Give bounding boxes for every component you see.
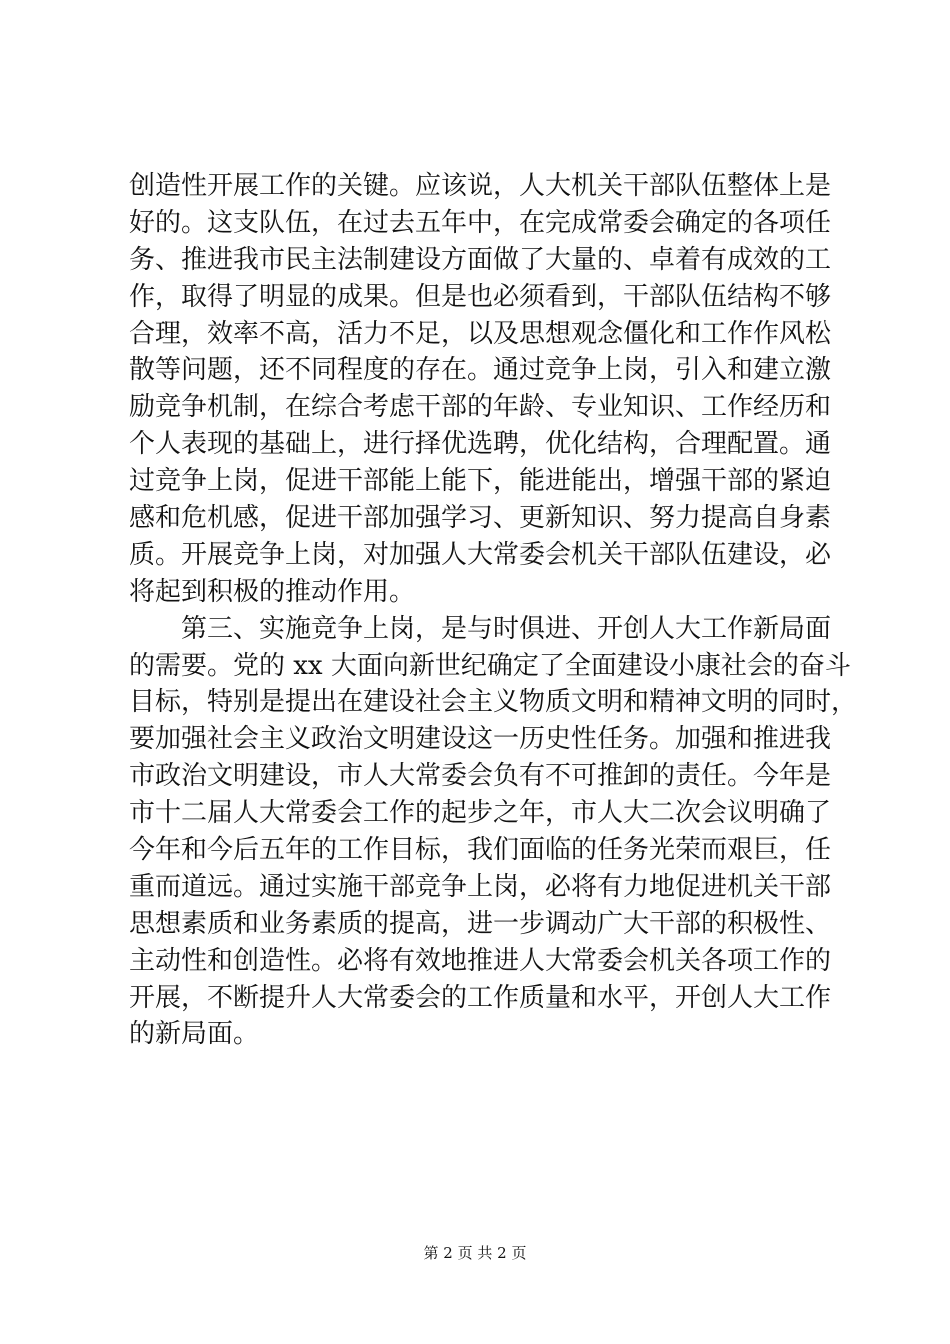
text-line: 要加强社会主义政治文明建设这一历史性任务。加强和推进我 [129, 724, 832, 755]
page-footer: 第 2 页 共 2 页 [423, 1244, 527, 1262]
text-line: 市十二届人大常委会工作的起步之年，市人大二次会议明确了 [129, 798, 832, 829]
text-line: 散等问题，还不同程度的存在。通过竞争上岗，引入和建立激 [129, 355, 832, 386]
text-line: 的新局面。 [129, 1019, 260, 1050]
text-line: 质。开展竞争上岗，对加强人大常委会机关干部队伍建设，必 [129, 539, 832, 570]
text-line: 开展，不断提升人大常委会的工作质量和水平，开创人大工作 [129, 982, 832, 1013]
text-line: 作，取得了明显的成果。但是也必须看到，干部队伍结构不够 [129, 281, 832, 312]
text-line: 重而道远。通过实施干部竞争上岗，必将有力地促进机关干部 [129, 871, 832, 902]
document-body [129, 168, 858, 1053]
text-line: 第三、实施竞争上岗，是与时俱进、开创人大工作新局面 [129, 613, 832, 644]
text-line: 励竞争机制，在综合考虑干部的年龄、专业知识、工作经历和 [129, 392, 832, 423]
text-line: 过竞争上岗，促进干部能上能下，能进能出，增强干部的紧迫 [129, 466, 832, 497]
text-line: 创造性开展工作的关键。应该说，人大机关干部队伍整体上是 [129, 171, 832, 201]
text-line: 合理，效率不高，活力不足，以及思想观念僵化和工作作风松 [129, 318, 832, 349]
text-line: 感和危机感，促进干部加强学习、更新知识、努力提高自身素 [129, 503, 832, 534]
text-line: 市政治文明建设，市人大常委会负有不可推卸的责任。今年是 [129, 761, 832, 792]
text-line: 目标，特别是提出在建设社会主义物质文明和精神文明的同时， [129, 687, 858, 718]
text-line: 思想素质和业务素质的提高，进一步调动广大干部的积极性、 [129, 908, 832, 939]
text-line: 将起到积极的推动作用。 [129, 576, 416, 607]
text-line: 今年和今后五年的工作目标，我们面临的任务光荣而艰巨，任 [129, 835, 832, 866]
text-line: 主动性和创造性。必将有效地推进人大常委会机关各项工作的 [129, 945, 832, 976]
text-line: 务、推进我市民主法制建设方面做了大量的、卓着有成效的工 [129, 244, 832, 275]
text-line: 好的。这支队伍，在过去五年中，在完成常委会确定的各项任 [129, 207, 832, 238]
text-line: 个人表现的基础上，进行择优选聘，优化结构，合理配置。通 [129, 429, 832, 460]
text-line: 的需要。党的 xx 大面向新世纪确定了全面建设小康社会的奋斗 [129, 650, 851, 681]
